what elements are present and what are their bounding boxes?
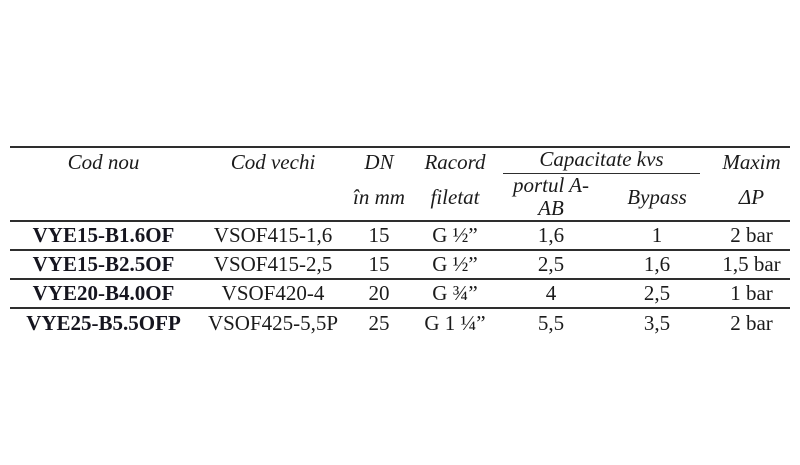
header-bypass: Bypass xyxy=(627,184,687,209)
table-row xyxy=(10,308,790,337)
table-row xyxy=(10,250,790,279)
cell-cod-nou: VYE15-B1.6OF xyxy=(32,223,175,248)
header-cod-nou-spacer xyxy=(10,174,197,221)
cell-cod-nou: VYE15-B2.5OF xyxy=(32,252,175,277)
cell-portul: 5,5 xyxy=(537,310,565,335)
table-body xyxy=(10,221,790,337)
cell-racord: G ½” xyxy=(432,252,478,277)
cell-bypass: 2,5 xyxy=(643,281,671,306)
header-dn-unit: în mm xyxy=(353,184,405,209)
header-row-1 xyxy=(10,147,790,174)
header-capacitate-group xyxy=(501,147,713,174)
cell-dn: 20 xyxy=(368,281,390,306)
cell-cod-nou: VYE25-B5.5OFP xyxy=(26,310,181,335)
cell-maxim: 1 bar xyxy=(730,281,773,306)
cell-maxim: 2 bar xyxy=(730,310,773,335)
table-row xyxy=(10,279,790,308)
header-racord-sub: filetat xyxy=(430,184,480,209)
header-cod-nou: Cod nou xyxy=(67,150,140,174)
cell-dn: 15 xyxy=(368,223,390,248)
header-delta-p: ΔP xyxy=(738,184,765,209)
cell-cod-vechi: VSOF415-1,6 xyxy=(213,223,333,248)
cell-racord: G ½” xyxy=(432,223,478,248)
cell-racord: G 1 ¼” xyxy=(424,310,486,335)
valve-spec-table xyxy=(10,146,790,337)
header-row-2 xyxy=(10,174,790,221)
cell-portul: 1,6 xyxy=(537,223,565,248)
cell-maxim: 2 bar xyxy=(730,223,773,248)
table-row xyxy=(10,221,790,250)
cell-maxim: 1,5 bar xyxy=(722,252,781,277)
header-cod-vechi: Cod vechi xyxy=(230,150,316,174)
header-dn: DN xyxy=(364,150,394,174)
header-racord: Racord xyxy=(424,150,486,174)
cell-bypass: 3,5 xyxy=(643,310,671,335)
cell-dn: 25 xyxy=(368,310,390,335)
cell-portul: 4 xyxy=(545,281,557,306)
header-capacitate-label: Capacitate kvs xyxy=(503,148,700,174)
cell-cod-vechi: VSOF420-4 xyxy=(221,281,325,306)
cell-cod-nou: VYE20-B4.0OF xyxy=(32,281,175,306)
cell-dn: 15 xyxy=(368,252,390,277)
table-header xyxy=(10,147,790,221)
cell-racord: G ¾” xyxy=(432,281,478,306)
header-maxim: Maxim xyxy=(722,150,781,174)
cell-bypass: 1,6 xyxy=(643,252,671,277)
cell-bypass: 1 xyxy=(651,223,663,248)
cell-cod-vechi: VSOF425-5,5P xyxy=(207,310,339,335)
cell-portul: 2,5 xyxy=(537,252,565,277)
header-portul-a-ab: portul A-AB xyxy=(512,173,590,221)
header-cod-vechi-spacer xyxy=(197,174,349,221)
cell-cod-vechi: VSOF415-2,5 xyxy=(213,252,333,277)
valve-spec-table-wrap xyxy=(10,146,790,337)
